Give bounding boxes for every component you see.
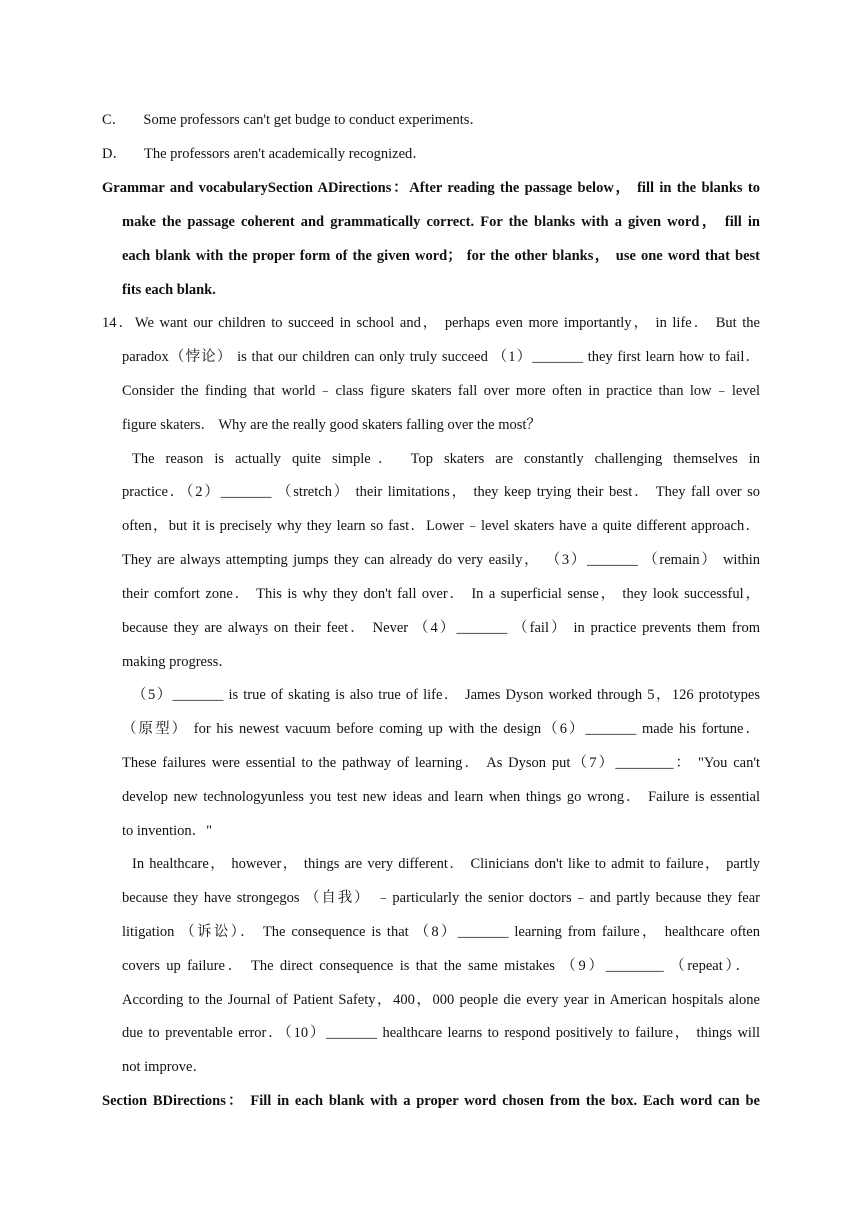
- passage-line-19: litigation （诉讼）． The consequence is that （8）_______ learning from failure， healthcare often: [122, 924, 760, 940]
- passage-line-12: （5）_______ is true of skating is also true of life． James Dyson worked through 5，126 prototypes: [132, 687, 760, 703]
- directions-a-line-3: each blank with the proper form of the given word； for the other blanks， use one word that best: [122, 248, 760, 264]
- option-d-label: D．: [102, 146, 127, 162]
- directions-a-line-4: fits each blank.: [122, 282, 216, 298]
- passage-line-2: paradox（悖论） is that our children can only truly succeed （1）_______ they first learn how to fail．: [122, 349, 760, 365]
- passage-line-1: 14．We want our children to succeed in school and， perhaps even more importantly， in life． But the: [102, 315, 760, 331]
- passage-line-22: due to preventable error．（10）_______ healthcare learns to respond positively to failure， things will: [122, 1025, 760, 1041]
- passage-line-13: （原型） for his newest vacuum before coming up with the design（6）_______ made his fortune．: [122, 721, 760, 737]
- passage-line-4: figure skaters． Why are the really good skaters falling over the most？: [122, 417, 541, 433]
- option-c-label: C．: [102, 112, 127, 128]
- passage-line-17: In healthcare， however， things are very different． Clinicians don't like to admit to failure， partly: [132, 856, 760, 872]
- passage-line-18: because they have strongegos （自我） ﹣particularly the senior doctors﹣and partly because they fear: [122, 890, 760, 906]
- directions-a-line-2: make the passage coherent and grammatically correct. For the blanks with a given word， fill in: [122, 214, 760, 230]
- passage-line-23: not improve．: [122, 1059, 207, 1075]
- directions-a-line-1: Grammar and vocabularySection ADirections：After reading the passage below， fill in the blanks to: [102, 180, 760, 196]
- passage-line-16: to invention．": [122, 823, 213, 839]
- option-c-text: Some professors can't get budge to conduct experiments．: [143, 112, 484, 128]
- passage-line-5: The reason is actually quite simple． Top skaters are constantly challenging themselves in: [132, 451, 760, 467]
- option-d-text: The professors aren't academically recognized．: [143, 146, 427, 162]
- passage-line-10: because they are always on their feet． Never （4）_______ （fail） in practice prevents them from: [122, 620, 760, 636]
- directions-b-line-1: Section BDirections： Fill in each blank with a proper word chosen from the box. Each word can be: [102, 1093, 760, 1109]
- passage-line-20: covers up failure． The direct consequence is that the same mistakes （9）________ （repeat）．: [122, 958, 750, 974]
- passage-line-21: According to the Journal of Patient Safety，400，000 people die every year in American hospitals alone: [122, 992, 760, 1008]
- passage-line-11: making progress．: [122, 654, 233, 670]
- passage-line-7: often，but it is precisely why they learn so fast．Lower﹣level skaters have a quite different approach．: [122, 518, 760, 534]
- passage-line-8: They are always attempting jumps they can already do very easily， （3）_______ （remain） within: [122, 552, 760, 568]
- passage-line-9: their comfort zone． This is why they don't fall over． In a superficial sense， they look successful，: [122, 586, 760, 602]
- option-d: [102, 145, 427, 163]
- passage-line-6: practice．（2）_______ （stretch） their limitations， they keep trying their best． They fall over so: [122, 484, 760, 500]
- passage-line-14: These failures were essential to the pathway of learning． As Dyson put（7）________： "You can't: [122, 755, 760, 771]
- passage-line-3: Consider the finding that world﹣class figure skaters fall over more often in practice than low﹣level: [122, 383, 760, 399]
- passage-line-15: develop new technologyunless you test new ideas and learn when things go wrong． Failure is essential: [122, 789, 760, 805]
- option-c: [102, 111, 484, 129]
